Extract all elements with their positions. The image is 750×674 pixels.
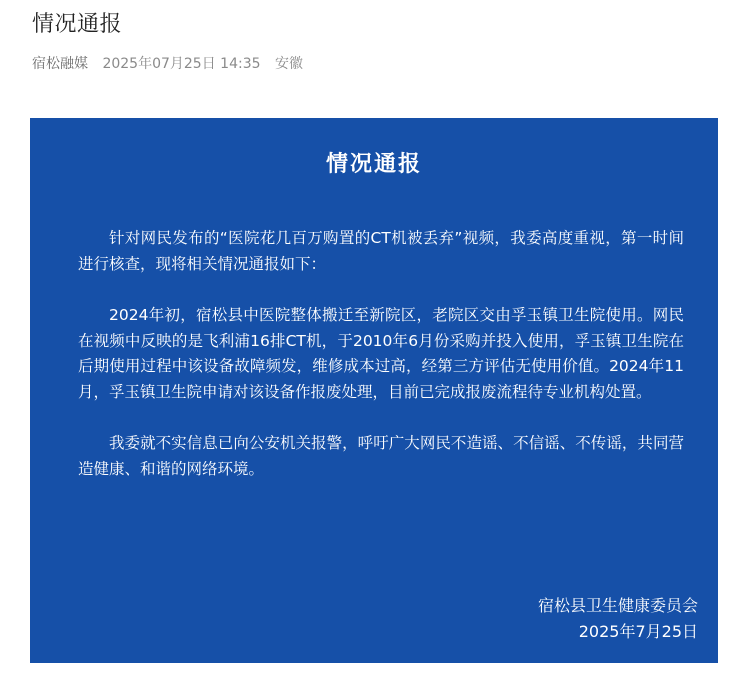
publish-location: 安徽 xyxy=(274,56,303,72)
notice-signature xyxy=(538,593,698,645)
notice-body xyxy=(78,226,684,508)
article-title: 情况通报 xyxy=(32,12,123,37)
article-meta xyxy=(32,54,303,74)
notice-image xyxy=(30,118,718,663)
source-link[interactable]: 宿松融媒 xyxy=(32,56,88,72)
notice-paragraph-appeal: 我委就不实信息已向公安机关报警，呼吁广大网民不造谣、不信谣、不传谣，共同营造健康、和谐的网络环境。 xyxy=(78,434,684,478)
signature-date: 2025年7月25日 xyxy=(578,622,698,641)
signature-organization: 宿松县卫生健康委员会 xyxy=(537,596,698,615)
notice-paragraph-details: 2024年初，宿松县中医院整体搬迁至新院区，老院区交由孚玉镇卫生院使用。网民在视频中反映的是飞利浦16排CT机，于2010年6月份采购并投入使用，孚玉镇卫生院在后期使用过程中该设备故障频发，维修成本过高，经第三方评估无使用价值。2024年11月，孚玉镇卫生院申请对该设备作报废处理，目前已完成报废流程待专业机构处置。 xyxy=(78,306,684,401)
notice-title: 情况通报 xyxy=(325,152,422,177)
publish-datetime: 2025年07月25日 14:35 xyxy=(102,56,261,72)
notice-paragraph-intro: 针对网民发布的“医院花几百万购置的CT机被丢弃”视频，我委高度重视，第一时间进行核查，现将相关情况通报如下： xyxy=(78,229,684,273)
